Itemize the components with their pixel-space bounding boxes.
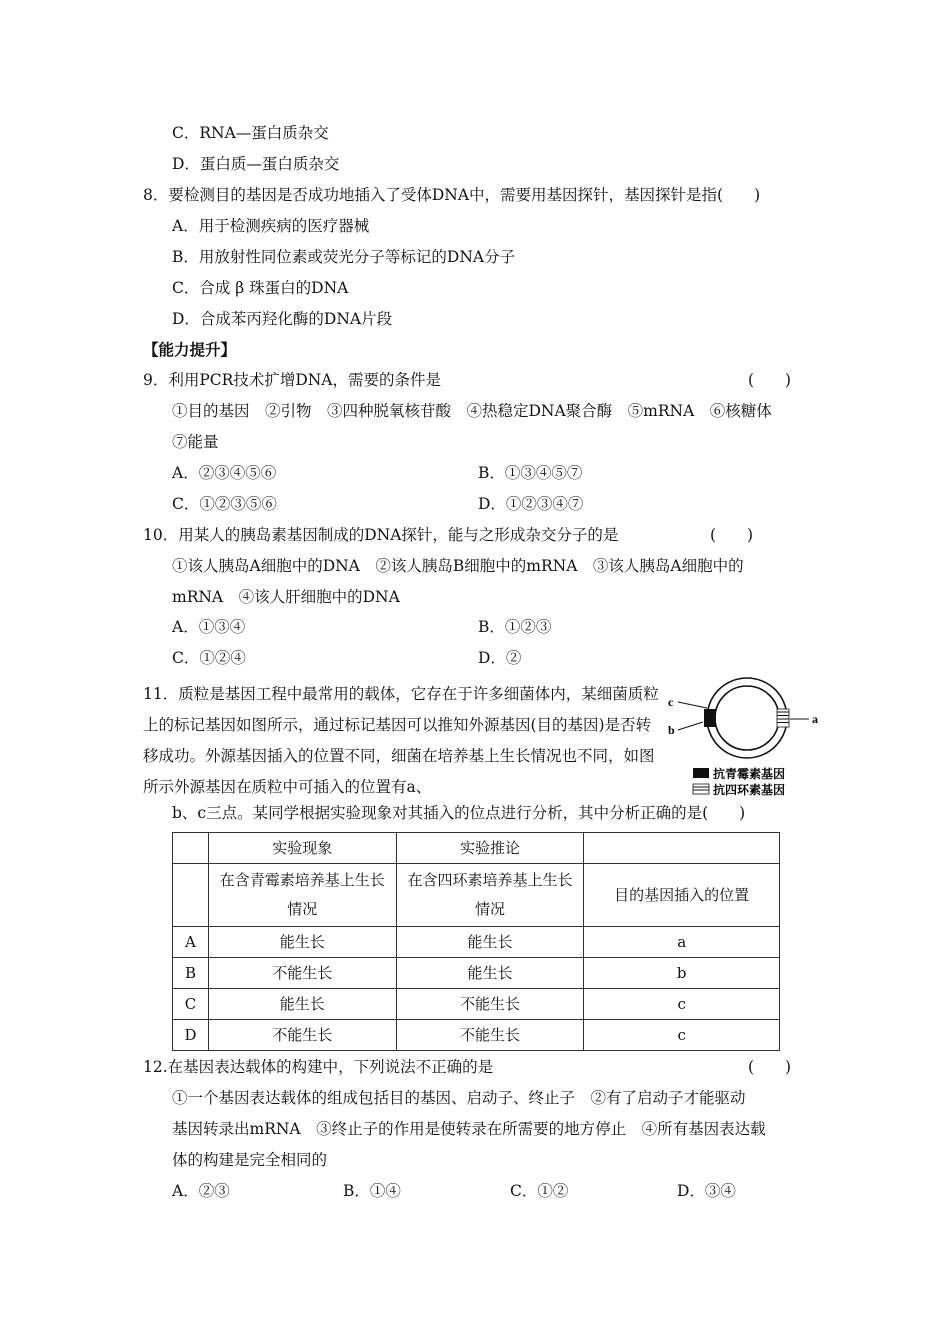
q9-stem: 9．利用PCR技术扩增DNA，需要的条件是 (143, 371, 442, 389)
plasmid-figure (665, 668, 825, 800)
table-cell (584, 833, 780, 864)
q12-line3: 基因转录出mRNA ③终止子的作用是使转录在所需要的地方停止 ④所有基因表达载 (172, 1120, 766, 1138)
table-cell: 能生长 (396, 958, 584, 989)
q10-option-a: A．①③④ (172, 618, 246, 636)
table-row (173, 958, 780, 989)
q10-bracket: ( ) (710, 526, 754, 544)
q8-option-c: C．合成 β 珠蛋白的DNA (172, 279, 349, 297)
table-cell: 能生长 (208, 927, 396, 958)
table-group-header: 实验现象 (208, 833, 396, 864)
table-row (173, 833, 780, 864)
table-cell: 能生长 (396, 927, 584, 958)
label-a: a (812, 712, 818, 726)
q11-last-line: b、c三点。某同学根据实验现象对其插入的位点进行分析，其中分析正确的是( ) (172, 804, 746, 822)
q12-option-b: B．①④ (343, 1182, 401, 1200)
arrow-b (678, 722, 703, 730)
legend-penicillin-label: 抗青霉素基因 (713, 767, 786, 781)
table-cell: 不能生长 (396, 989, 584, 1020)
plasmid-diagram (665, 668, 825, 804)
table-row (173, 989, 780, 1020)
table-cell: b (584, 958, 780, 989)
q10-option-b: B．①②③ (478, 618, 552, 636)
q10-stem: 10．用某人的胰岛素基因制成的DNA探针，能与之形成杂交分子的是 (143, 526, 619, 544)
table-col-header: 在含四环素培养基上生长情况 (396, 864, 584, 927)
table-cell (173, 833, 209, 864)
table-cell (173, 864, 209, 927)
experiment-table (172, 832, 780, 1051)
q11-stem: 11．质粒是基因工程中最常用的载体，它存在于许多细菌体内，某细菌质粒上的标记基因如图所示，通过标记基因可以推知外源基因(目的基因)是否转移成功。外源基因插入的位置不同，细菌在培养基上生长情况也不同，如图所示外源基因在质粒中可插入的位置有a、 (143, 685, 659, 796)
label-b: b (668, 723, 675, 737)
table-cell: D (173, 1020, 209, 1051)
q7-option-d: D．蛋白质—蛋白质杂交 (172, 155, 340, 173)
q12-line4: 体的构建是完全相同的 (172, 1151, 328, 1169)
legend-tetracycline-label: 抗四环素基因 (713, 783, 786, 797)
q8-option-a: A．用于检测疾病的医疗器械 (172, 217, 370, 235)
table-col-header: 目的基因插入的位置 (584, 864, 780, 927)
q9-line3: ⑦能量 (172, 433, 219, 451)
penicillin-resistance-gene-block (704, 709, 716, 727)
q12-line2: ①一个基因表达载体的组成包括目的基因、启动子、终止子 ②有了启动子才能驱动 (172, 1089, 746, 1107)
table-cell: 不能生长 (208, 958, 396, 989)
legend-tetracycline-swatch (693, 784, 709, 794)
table-cell: a (584, 927, 780, 958)
q9-option-d: D．①②③④⑦ (478, 495, 584, 513)
table-row (173, 927, 780, 958)
q12-option-c: C．①② (510, 1182, 569, 1200)
q10-option-c: C．①②④ (172, 649, 246, 667)
q10-line2: ①该人胰岛A细胞中的DNA ②该人胰岛B细胞中的mRNA ③该人胰岛A细胞中的 (172, 557, 744, 575)
table-col-header: 在含青霉素培养基上生长情况 (208, 864, 396, 927)
table-row (173, 864, 780, 927)
table-row (173, 1020, 780, 1051)
q8-stem: 8．要检测目的基因是否成功地插入了受体DNA中，需要用基因探针，基因探针是指( ) (143, 186, 761, 204)
arrow-c (678, 702, 707, 708)
table-cell: 能生长 (208, 989, 396, 1020)
table-cell: 不能生长 (396, 1020, 584, 1051)
table-cell: 不能生长 (208, 1020, 396, 1051)
tetracycline-resistance-gene-block (777, 709, 789, 727)
section-header: 【能力提升】 (143, 340, 237, 359)
q9-bracket: ( ) (748, 371, 792, 389)
q9-option-c: C．①②③⑤⑥ (172, 495, 277, 513)
q9-option-a: A．②③④⑤⑥ (172, 464, 277, 482)
q9-option-b: B．①③④⑤⑦ (478, 464, 583, 482)
table-cell: C (173, 989, 209, 1020)
q8-option-b: B．用放射性同位素或荧光分子等标记的DNA分子 (172, 248, 516, 266)
table-cell: c (584, 1020, 780, 1051)
q12-bracket: ( ) (748, 1058, 792, 1076)
table-cell: c (584, 989, 780, 1020)
q8-option-d: D．合成苯丙羟化酶的DNA片段 (172, 310, 393, 328)
plasmid-inner-ring (715, 686, 779, 750)
q12-stem: 12.在基因表达载体的构建中，下列说法不正确的是 (143, 1058, 494, 1076)
table-cell: B (173, 958, 209, 989)
q12-option-d: D．③④ (677, 1182, 736, 1200)
q9-line2: ①目的基因 ②引物 ③四种脱氧核苷酸 ④热稳定DNA聚合酶 ⑤mRNA ⑥核糖体 (172, 402, 772, 420)
legend-penicillin-swatch (693, 768, 709, 778)
q12-option-a: A．②③ (172, 1182, 230, 1200)
table-cell: A (173, 927, 209, 958)
table-group-header: 实验推论 (396, 833, 584, 864)
q10-option-d: D．② (478, 649, 522, 667)
plasmid-outer-ring (707, 678, 787, 758)
q7-option-c: C．RNA—蛋白质杂交 (172, 124, 329, 142)
label-c: c (668, 695, 674, 709)
q10-line3: mRNA ④该人肝细胞中的DNA (172, 588, 400, 606)
